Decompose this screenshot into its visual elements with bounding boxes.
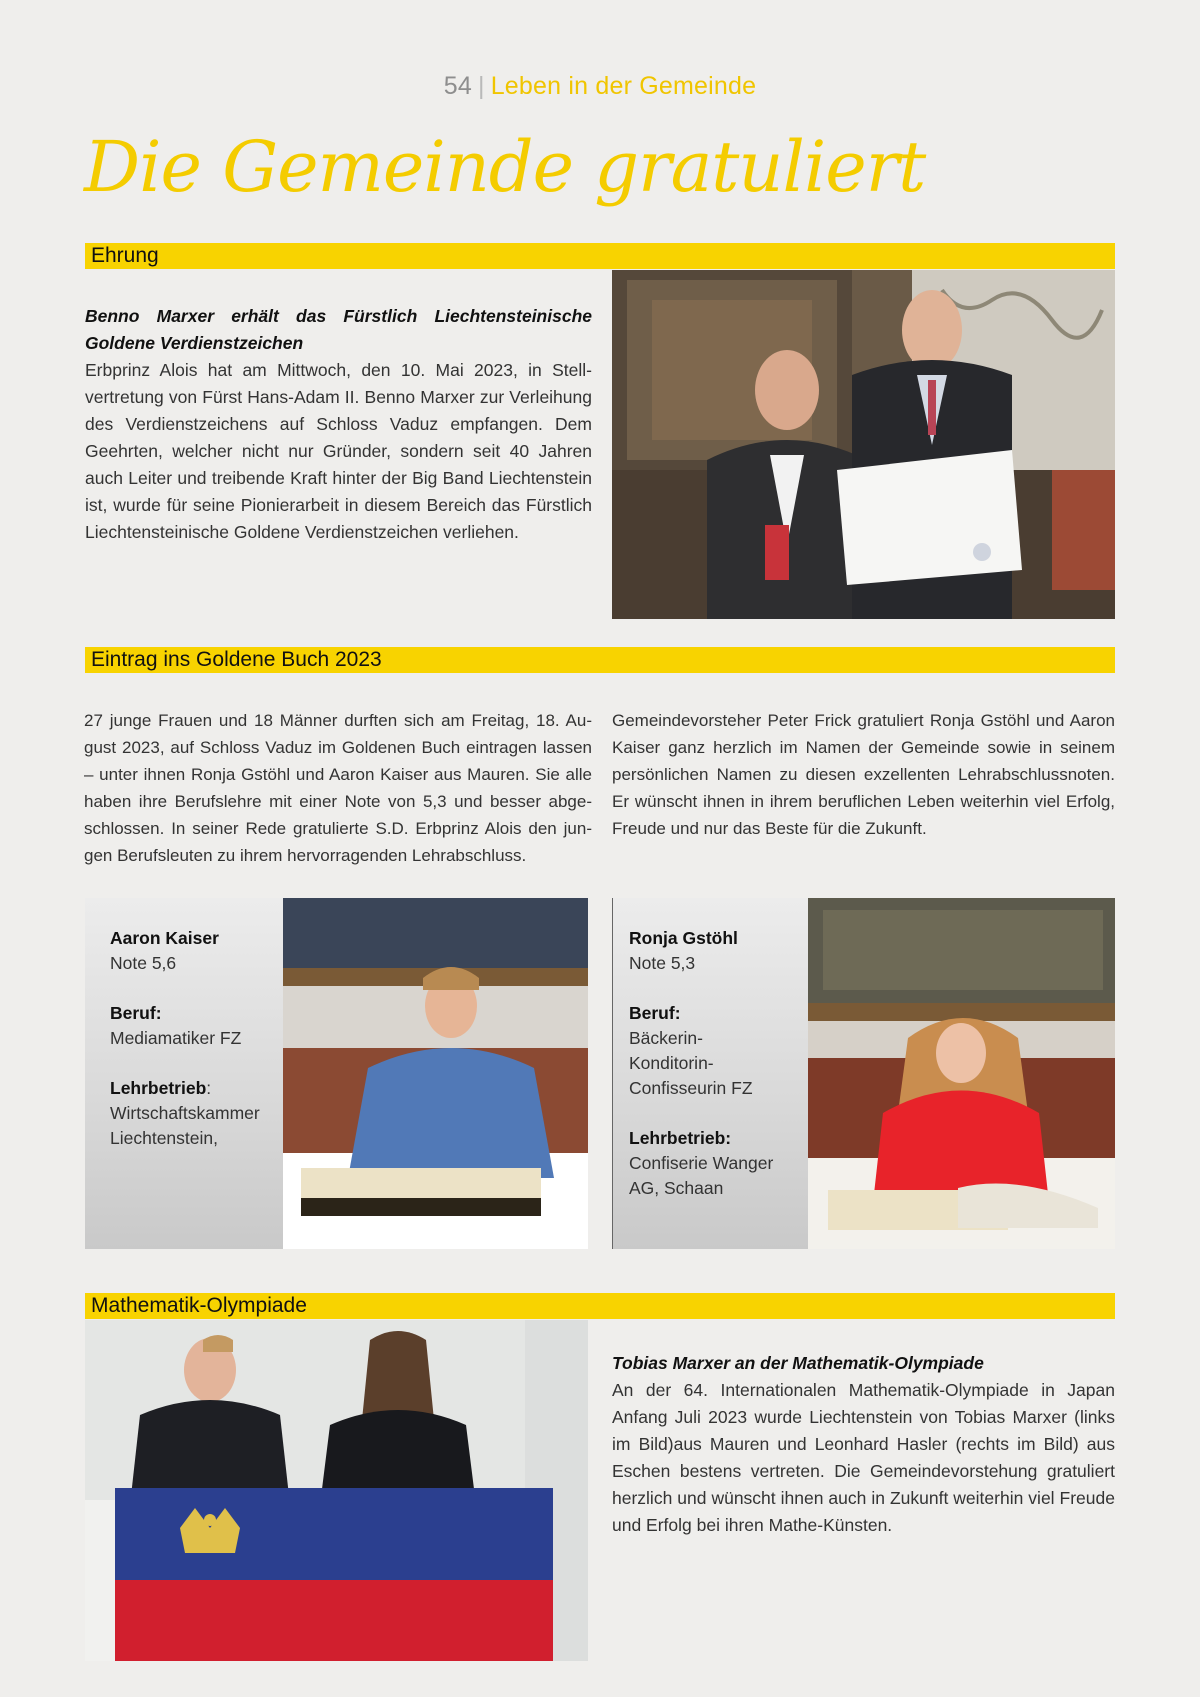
section-bar-mathematik-olympiade: Mathematik-Olympiade [85, 1293, 1115, 1319]
ronja-beruf-line2: Konditorin- [629, 1053, 714, 1073]
mathe-article [612, 1350, 1115, 1539]
mathe-subtitle: Tobias Marxer an der Mathematik-Olympiade [612, 1353, 984, 1373]
mathe-photo [85, 1320, 588, 1661]
page-number: 54 [443, 72, 472, 100]
ronja-photo [808, 898, 1115, 1249]
ronja-info [629, 926, 804, 1201]
goldenes-buch-left-text: 27 junge Frauen und 18 Männer durften sich am Freitag, 18. August 2023, auf Schloss Vaduz im Goldenen Buch eintragen lassen – unter ihnen Ronja Gstöhl und Aaron Kaiser aus Mauren. Sie alle haben ihre Berufslehre mit einer Note von 5,3 und besser abgeschlossen. In seiner Rede gratulierte S.D. Erbprinz Alois den jungen Berufsleuten zu ihrem hervorragenden Lehrabschluss. [84, 711, 592, 865]
ronja-name: Ronja Gstöhl [629, 928, 738, 948]
aaron-note: Note 5,6 [110, 953, 177, 973]
ehrung-body: Erbprinz Alois hat am Mittwoch, den 10. Mai 2023, in Stellvertretung von Fürst Hans-Adam II. Benno Marxer zur Verleihung des Verdienstzeichens auf Schloss Vaduz empfangen. Dem Geehrten, welcher nicht nur Gründer, sondern seit 40 Jahren auch Leiter und treibende Kraft hinter der Big Band Liechtenstein ist, wurde für seine Pionierarbeit in diesem Bereich das Fürstlich Liechtensteinische Goldene Verdienstzeichen verliehen. [85, 360, 592, 542]
ronja-lehrbetrieb-line1: Confiserie Wanger [629, 1153, 774, 1173]
mathe-body: An der 64. Internationalen Mathematik-Olympiade in Japan Anfang Juli 2023 wurde Liechtenstein von Tobias Marxer (links im Bild)aus Mauren und Leonhard Hasler (rechts im Bild) aus Eschen bestens vertreten. Die Gemeindevorstehung gratuliert herzlich und wünscht ihnen auch in Zukunft weiterhin viel Freude und Erfolg bei ihren Mathe-Künsten. [612, 1380, 1115, 1535]
ehrung-photo [612, 270, 1115, 619]
ronja-beruf-line1: Bäckerin- [629, 1028, 703, 1048]
ronja-lehrbetrieb-label: Lehrbetrieb: [629, 1128, 732, 1148]
header-separator: | [478, 72, 485, 100]
aaron-lehrbetrieb-line1: Wirtschaftskammer [110, 1103, 260, 1123]
aaron-panel [85, 898, 588, 1249]
page-title: Die Gemeinde gratuliert [84, 126, 926, 208]
ronja-note: Note 5,3 [629, 953, 696, 973]
ehrung-subtitle: Benno Marxer erhält das Fürstlich Liechtensteinische Goldene Verdienstzeichen [85, 306, 592, 353]
ronja-beruf-label: Beruf: [629, 1003, 681, 1023]
ronja-panel [612, 898, 1115, 1249]
aaron-photo [283, 898, 588, 1249]
aaron-lehrbetrieb-line2: Liechtenstein, [110, 1128, 218, 1148]
aaron-lehrbetrieb-label: Lehrbetrieb [110, 1078, 207, 1098]
section-name: Leben in der Gemeinde [490, 72, 757, 100]
aaron-lehrbetrieb-colon: : [206, 1078, 212, 1098]
aaron-name: Aaron Kaiser [110, 928, 219, 948]
ronja-lehrbetrieb-line2: AG, Schaan [629, 1178, 724, 1198]
aaron-beruf-label: Beruf: [110, 1003, 162, 1023]
goldenes-buch-right-text: Gemeindevorsteher Peter Frick gratuliert Ronja Gstöhl und Aaron Kaiser ganz herzlich im Namen der Gemeinde sowie in seinem persönlichen Namen zu diesen exzellenten Lehrabschlussnoten. Er wünscht ihnen in ihrem beruflichen Leben weiterhin viel Erfolg, Freude und nur das Beste für die Zukunft. [612, 711, 1115, 838]
ronja-beruf-line3: Confisseurin FZ [629, 1078, 753, 1098]
section-bar-goldenes-buch: Eintrag ins Goldene Buch 2023 [85, 647, 1115, 673]
aaron-beruf: Mediamatiker FZ [110, 1028, 242, 1048]
section-bar-ehrung: Ehrung [85, 243, 1115, 269]
page-header [0, 72, 1200, 101]
aaron-info [110, 926, 285, 1151]
ehrung-article [85, 303, 592, 546]
